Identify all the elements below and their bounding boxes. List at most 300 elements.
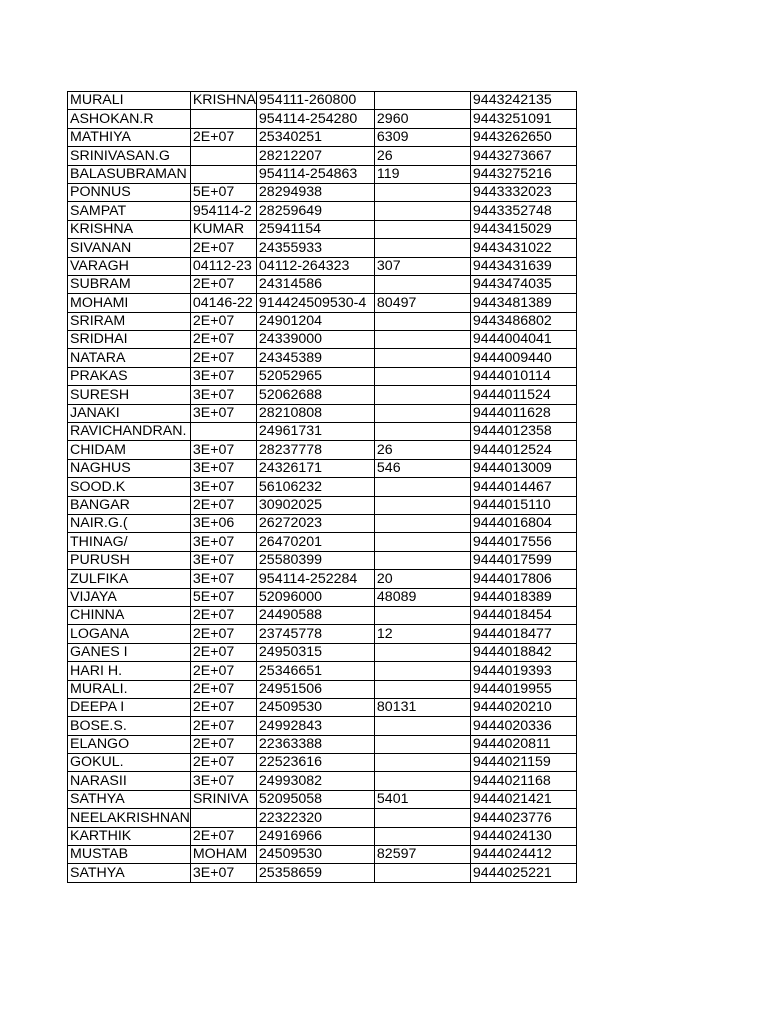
cell-id[interactable] <box>190 367 256 385</box>
cell-phone[interactable] <box>256 331 374 349</box>
cell-name[interactable] <box>68 643 191 661</box>
cell-ext[interactable] <box>374 551 470 569</box>
table-row <box>68 367 577 385</box>
cell-mobile[interactable] <box>470 294 576 312</box>
cell-phone-text: 954114-252284 <box>258 570 358 587</box>
cell-name-text: SOOD.K <box>70 478 126 495</box>
cell-ext[interactable] <box>374 220 470 238</box>
cell-mobile[interactable] <box>470 331 576 349</box>
cell-ext[interactable] <box>374 514 470 532</box>
cell-mobile[interactable] <box>470 643 576 661</box>
table-row <box>68 220 577 238</box>
cell-phone-text: 24355933 <box>258 239 323 256</box>
cell-ext[interactable] <box>374 183 470 201</box>
cell-ext[interactable] <box>374 790 470 808</box>
table-row <box>68 790 577 808</box>
cell-phone[interactable] <box>256 367 374 385</box>
cell-mobile[interactable] <box>470 533 576 551</box>
cell-id[interactable] <box>190 92 256 110</box>
cell-ext[interactable] <box>374 717 470 735</box>
cell-id-text: 5E+07 <box>192 588 235 605</box>
cell-id-text: 2E+07 <box>192 680 235 697</box>
cell-name-text: NATARA <box>70 349 126 366</box>
cell-ext[interactable] <box>374 809 470 827</box>
cell-phone-text: 22322320 <box>258 809 323 826</box>
table-row <box>68 772 577 790</box>
cell-phone-text: 24490588 <box>258 607 323 624</box>
table-row <box>68 165 577 183</box>
cell-phone[interactable] <box>256 478 374 496</box>
cell-mobile[interactable] <box>470 827 576 845</box>
cell-id[interactable] <box>190 643 256 661</box>
cell-mobile[interactable] <box>470 864 576 882</box>
cell-ext[interactable] <box>374 349 470 367</box>
cell-name[interactable] <box>68 92 191 110</box>
cell-name[interactable] <box>68 588 191 606</box>
cell-ext-text: 12 <box>376 625 393 642</box>
cell-phone-text: 52095058 <box>258 791 323 808</box>
cell-mobile-text: 9444024130 <box>472 828 552 845</box>
cell-mobile[interactable] <box>470 92 576 110</box>
cell-mobile-text: 9443474035 <box>472 276 552 293</box>
cell-mobile[interactable] <box>470 772 576 790</box>
cell-phone[interactable] <box>256 257 374 275</box>
cell-phone-text: 24901204 <box>258 313 323 330</box>
cell-id[interactable] <box>190 625 256 643</box>
cell-ext[interactable] <box>374 588 470 606</box>
cell-mobile[interactable] <box>470 662 576 680</box>
table-row <box>68 680 577 698</box>
cell-ext[interactable] <box>374 533 470 551</box>
cell-phone-text: 25580399 <box>258 552 323 569</box>
cell-name-text: SRIDHAI <box>70 331 128 348</box>
cell-name[interactable] <box>68 147 191 165</box>
cell-phone[interactable] <box>256 680 374 698</box>
cell-phone[interactable] <box>256 717 374 735</box>
cell-phone[interactable] <box>256 220 374 238</box>
cell-id[interactable] <box>190 662 256 680</box>
cell-id[interactable] <box>190 846 256 864</box>
cell-ext[interactable] <box>374 735 470 753</box>
cell-name[interactable] <box>68 312 191 330</box>
cell-phone-text: 23745778 <box>258 625 323 642</box>
cell-id[interactable] <box>190 809 256 827</box>
spreadsheet-table <box>67 91 577 883</box>
cell-name-text: RAVICHANDRAN. <box>70 423 187 440</box>
cell-id[interactable] <box>190 588 256 606</box>
cell-ext[interactable] <box>374 459 470 477</box>
cell-id[interactable] <box>190 514 256 532</box>
table-row <box>68 625 577 643</box>
cell-phone-text: 954114-254280 <box>258 110 358 127</box>
cell-name[interactable] <box>68 625 191 643</box>
cell-mobile[interactable] <box>470 809 576 827</box>
cell-phone[interactable] <box>256 496 374 514</box>
cell-name[interactable] <box>68 275 191 293</box>
cell-mobile-text: 9444013009 <box>472 460 552 477</box>
cell-phone[interactable] <box>256 92 374 110</box>
table-row <box>68 257 577 275</box>
cell-phone-text: 954114-254863 <box>258 165 358 182</box>
cell-ext[interactable] <box>374 625 470 643</box>
cell-phone-text: 25346651 <box>258 662 323 679</box>
cell-name[interactable] <box>68 478 191 496</box>
cell-id[interactable] <box>190 551 256 569</box>
cell-phone[interactable] <box>256 423 374 441</box>
cell-name-text: NARASII <box>70 772 127 789</box>
cell-phone[interactable] <box>256 754 374 772</box>
cell-name[interactable] <box>68 570 191 588</box>
cell-mobile[interactable] <box>470 147 576 165</box>
cell-mobile[interactable] <box>470 717 576 735</box>
cell-name-text: NAIR.G.( <box>70 515 128 532</box>
cell-id-text: 2E+07 <box>192 717 235 734</box>
cell-mobile[interactable] <box>470 478 576 496</box>
cell-phone[interactable] <box>256 735 374 753</box>
cell-phone[interactable] <box>256 662 374 680</box>
cell-ext[interactable] <box>374 606 470 624</box>
cell-mobile[interactable] <box>470 625 576 643</box>
cell-phone-text: 25941154 <box>258 221 321 238</box>
cell-name-text: NAGHUS <box>70 460 131 477</box>
cell-name[interactable] <box>68 827 191 845</box>
cell-mobile-text: 9444010114 <box>472 368 551 385</box>
cell-mobile[interactable] <box>470 551 576 569</box>
cell-phone-text: 56106232 <box>258 478 323 495</box>
cell-phone[interactable] <box>256 606 374 624</box>
table-row <box>68 533 577 551</box>
cell-mobile[interactable] <box>470 367 576 385</box>
cell-mobile[interactable] <box>470 698 576 716</box>
cell-ext[interactable] <box>374 864 470 882</box>
cell-mobile[interactable] <box>470 220 576 238</box>
cell-ext[interactable] <box>374 772 470 790</box>
cell-phone[interactable] <box>256 827 374 845</box>
cell-name[interactable] <box>68 809 191 827</box>
cell-name[interactable] <box>68 441 191 459</box>
cell-id-text: 3E+07 <box>192 441 235 458</box>
cell-ext[interactable] <box>374 423 470 441</box>
cell-name[interactable] <box>68 202 191 220</box>
cell-id[interactable] <box>190 294 256 312</box>
cell-id[interactable] <box>190 239 256 257</box>
cell-name[interactable] <box>68 404 191 422</box>
cell-id-text: 2E+07 <box>192 754 235 771</box>
cell-id-text: 2E+07 <box>192 349 235 366</box>
cell-mobile-text: 9444024412 <box>472 846 552 863</box>
cell-mobile[interactable] <box>470 441 576 459</box>
cell-mobile[interactable] <box>470 606 576 624</box>
cell-phone[interactable] <box>256 128 374 146</box>
cell-name[interactable] <box>68 606 191 624</box>
cell-phone-text: 954111-260800 <box>258 92 357 109</box>
cell-name[interactable] <box>68 514 191 532</box>
cell-id[interactable] <box>190 202 256 220</box>
cell-phone[interactable] <box>256 147 374 165</box>
cell-id[interactable] <box>190 331 256 349</box>
cell-name[interactable] <box>68 239 191 257</box>
cell-id[interactable] <box>190 423 256 441</box>
cell-mobile[interactable] <box>470 239 576 257</box>
cell-name[interactable] <box>68 772 191 790</box>
cell-name[interactable] <box>68 846 191 864</box>
cell-name[interactable] <box>68 533 191 551</box>
cell-id[interactable] <box>190 275 256 293</box>
cell-id[interactable] <box>190 349 256 367</box>
cell-phone[interactable] <box>256 110 374 128</box>
cell-ext[interactable] <box>374 367 470 385</box>
cell-id[interactable] <box>190 717 256 735</box>
cell-name[interactable] <box>68 551 191 569</box>
cell-id-text: 2E+07 <box>192 331 235 348</box>
cell-ext-text: 82597 <box>376 846 417 863</box>
cell-ext[interactable] <box>374 827 470 845</box>
cell-ext[interactable] <box>374 478 470 496</box>
cell-phone[interactable] <box>256 386 374 404</box>
cell-phone[interactable] <box>256 846 374 864</box>
cell-mobile-text: 9444012358 <box>472 423 552 440</box>
cell-mobile-text: 9443415029 <box>472 221 552 238</box>
cell-phone[interactable] <box>256 239 374 257</box>
cell-ext[interactable] <box>374 754 470 772</box>
cell-ext[interactable] <box>374 312 470 330</box>
cell-id[interactable] <box>190 864 256 882</box>
cell-mobile[interactable] <box>470 680 576 698</box>
cell-id[interactable] <box>190 183 256 201</box>
cell-mobile[interactable] <box>470 349 576 367</box>
cell-mobile[interactable] <box>470 386 576 404</box>
cell-phone[interactable] <box>256 533 374 551</box>
cell-mobile[interactable] <box>470 110 576 128</box>
cell-name[interactable] <box>68 128 191 146</box>
cell-mobile-text: 9444018389 <box>472 588 552 605</box>
cell-ext[interactable] <box>374 386 470 404</box>
cell-id[interactable] <box>190 790 256 808</box>
cell-mobile-text: 9443481389 <box>472 294 552 311</box>
cell-id[interactable] <box>190 386 256 404</box>
cell-mobile[interactable] <box>470 183 576 201</box>
table-row <box>68 386 577 404</box>
cell-ext-text: 119 <box>376 165 400 182</box>
cell-name[interactable] <box>68 680 191 698</box>
cell-name-text: PONNUS <box>70 184 131 201</box>
cell-id-text: 2E+07 <box>192 129 235 146</box>
cell-id-text: 2E+07 <box>192 607 235 624</box>
cell-mobile[interactable] <box>470 735 576 753</box>
cell-name[interactable] <box>68 367 191 385</box>
cell-phone[interactable] <box>256 551 374 569</box>
cell-phone[interactable] <box>256 312 374 330</box>
cell-name-text: SIVANAN <box>70 239 132 256</box>
cell-phone[interactable] <box>256 183 374 201</box>
cell-name[interactable] <box>68 735 191 753</box>
cell-phone[interactable] <box>256 514 374 532</box>
cell-phone[interactable] <box>256 772 374 790</box>
cell-mobile[interactable] <box>470 514 576 532</box>
cell-phone[interactable] <box>256 275 374 293</box>
cell-ext[interactable] <box>374 643 470 661</box>
cell-name[interactable] <box>68 459 191 477</box>
cell-id[interactable] <box>190 478 256 496</box>
cell-id[interactable] <box>190 441 256 459</box>
cell-mobile[interactable] <box>470 423 576 441</box>
cell-name-text: KARTHIK <box>70 828 132 845</box>
cell-name[interactable] <box>68 790 191 808</box>
cell-phone[interactable] <box>256 441 374 459</box>
cell-id[interactable] <box>190 698 256 716</box>
cell-mobile[interactable] <box>470 846 576 864</box>
cell-name-text: VARAGH <box>70 257 129 274</box>
cell-mobile[interactable] <box>470 588 576 606</box>
table-row <box>68 312 577 330</box>
cell-name[interactable] <box>68 183 191 201</box>
cell-ext[interactable] <box>374 441 470 459</box>
table-row <box>68 92 577 110</box>
cell-phone[interactable] <box>256 698 374 716</box>
cell-ext[interactable] <box>374 257 470 275</box>
cell-ext-text: 20 <box>376 570 393 587</box>
cell-name[interactable] <box>68 220 191 238</box>
cell-name[interactable] <box>68 698 191 716</box>
cell-ext[interactable] <box>374 662 470 680</box>
cell-id[interactable] <box>190 772 256 790</box>
cell-id[interactable] <box>190 570 256 588</box>
cell-ext[interactable] <box>374 147 470 165</box>
cell-name[interactable] <box>68 864 191 882</box>
cell-name[interactable] <box>68 496 191 514</box>
cell-id[interactable] <box>190 257 256 275</box>
cell-phone[interactable] <box>256 588 374 606</box>
cell-phone[interactable] <box>256 809 374 827</box>
cell-mobile-text: 9443251091 <box>472 110 552 127</box>
cell-ext[interactable] <box>374 570 470 588</box>
table-row <box>68 183 577 201</box>
cell-phone[interactable] <box>256 349 374 367</box>
cell-name[interactable] <box>68 294 191 312</box>
cell-name[interactable] <box>68 110 191 128</box>
cell-id[interactable] <box>190 128 256 146</box>
cell-name[interactable] <box>68 349 191 367</box>
cell-mobile[interactable] <box>470 275 576 293</box>
table-row <box>68 809 577 827</box>
cell-id[interactable] <box>190 110 256 128</box>
cell-phone[interactable] <box>256 165 374 183</box>
cell-ext[interactable] <box>374 698 470 716</box>
cell-name-text: SATHYA <box>70 791 125 808</box>
cell-ext[interactable] <box>374 404 470 422</box>
cell-phone-text: 24339000 <box>258 331 323 348</box>
cell-id[interactable] <box>190 533 256 551</box>
cell-ext-text: 5401 <box>376 791 409 808</box>
cell-phone[interactable] <box>256 790 374 808</box>
cell-ext[interactable] <box>374 92 470 110</box>
cell-phone[interactable] <box>256 404 374 422</box>
cell-mobile[interactable] <box>470 312 576 330</box>
cell-mobile[interactable] <box>470 257 576 275</box>
cell-ext[interactable] <box>374 128 470 146</box>
cell-ext[interactable] <box>374 110 470 128</box>
cell-ext[interactable] <box>374 202 470 220</box>
cell-id-text: 3E+07 <box>192 478 235 495</box>
cell-id[interactable] <box>190 165 256 183</box>
cell-mobile[interactable] <box>470 570 576 588</box>
cell-id[interactable] <box>190 827 256 845</box>
cell-id[interactable] <box>190 312 256 330</box>
cell-id[interactable] <box>190 147 256 165</box>
cell-name[interactable] <box>68 331 191 349</box>
cell-phone[interactable] <box>256 570 374 588</box>
cell-phone[interactable] <box>256 202 374 220</box>
cell-id[interactable] <box>190 404 256 422</box>
cell-mobile[interactable] <box>470 202 576 220</box>
cell-name[interactable] <box>68 717 191 735</box>
cell-phone-text: 24326171 <box>258 460 323 477</box>
cell-mobile[interactable] <box>470 496 576 514</box>
cell-id[interactable] <box>190 496 256 514</box>
cell-name-text: GANES I <box>70 644 128 661</box>
cell-phone[interactable] <box>256 864 374 882</box>
cell-ext[interactable] <box>374 846 470 864</box>
table-row <box>68 202 577 220</box>
cell-id-text: KRISHNA <box>192 92 256 109</box>
cell-mobile-text: 9444018477 <box>472 625 552 642</box>
cell-name-text: HARI H. <box>70 662 123 679</box>
cell-phone[interactable] <box>256 459 374 477</box>
cell-phone-text: 24993082 <box>258 772 323 789</box>
cell-mobile[interactable] <box>470 754 576 772</box>
cell-name-text: ELANGO <box>70 736 130 753</box>
cell-mobile[interactable] <box>470 790 576 808</box>
cell-id[interactable] <box>190 220 256 238</box>
cell-ext-text: 80131 <box>376 699 417 716</box>
cell-ext[interactable] <box>374 294 470 312</box>
cell-name-text: NEELAKRISHNAN <box>70 809 190 826</box>
cell-ext[interactable] <box>374 680 470 698</box>
cell-name-text: ASHOKAN.R <box>70 110 154 127</box>
cell-id[interactable] <box>190 606 256 624</box>
cell-mobile[interactable] <box>470 459 576 477</box>
cell-mobile[interactable] <box>470 165 576 183</box>
cell-ext[interactable] <box>374 496 470 514</box>
cell-phone[interactable] <box>256 625 374 643</box>
cell-ext[interactable] <box>374 331 470 349</box>
cell-phone-text: 52062688 <box>258 386 323 403</box>
cell-ext[interactable] <box>374 275 470 293</box>
cell-phone-text: 26272023 <box>258 515 323 532</box>
cell-phone-text: 52052965 <box>258 368 323 385</box>
cell-id[interactable] <box>190 459 256 477</box>
cell-name[interactable] <box>68 386 191 404</box>
cell-name[interactable] <box>68 257 191 275</box>
cell-id[interactable] <box>190 735 256 753</box>
cell-id[interactable] <box>190 680 256 698</box>
cell-name[interactable] <box>68 662 191 680</box>
cell-name[interactable] <box>68 423 191 441</box>
cell-ext-text: 307 <box>376 257 401 274</box>
cell-phone[interactable] <box>256 643 374 661</box>
cell-mobile-text: 9444011628 <box>472 405 551 422</box>
cell-mobile[interactable] <box>470 404 576 422</box>
cell-name[interactable] <box>68 165 191 183</box>
cell-mobile[interactable] <box>470 128 576 146</box>
table-row <box>68 459 577 477</box>
cell-ext[interactable] <box>374 239 470 257</box>
cell-id-text: 2E+07 <box>192 313 235 330</box>
cell-id[interactable] <box>190 754 256 772</box>
cell-ext[interactable] <box>374 165 470 183</box>
cell-phone[interactable] <box>256 294 374 312</box>
cell-name[interactable] <box>68 754 191 772</box>
